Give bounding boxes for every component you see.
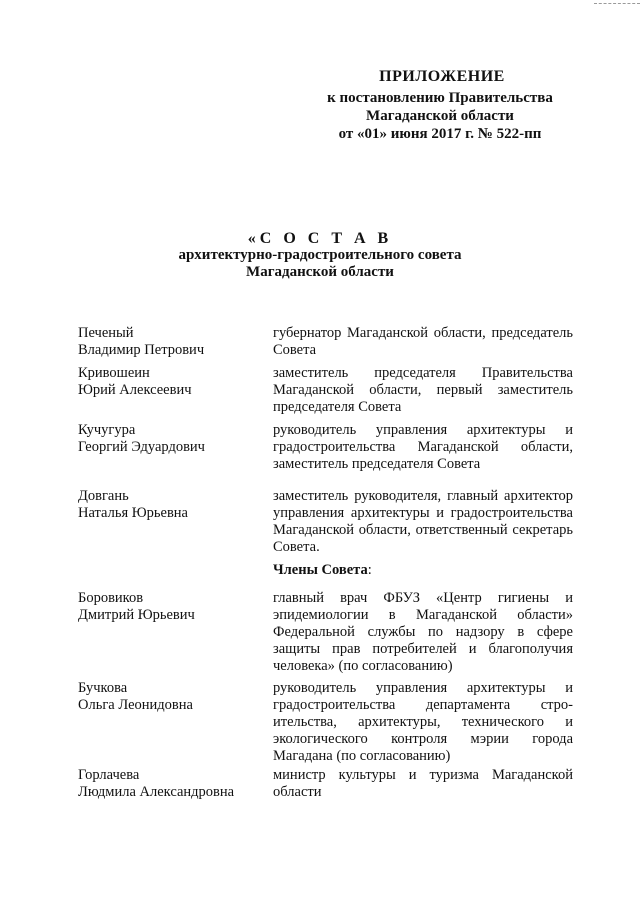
member-role: руководитель управления архитектуры и градостроительства Магаданской области, заместитель председателя Совета [273, 422, 573, 472]
member-name [78, 590, 263, 624]
members-heading [273, 562, 372, 579]
member-surname: Кривошеин [78, 365, 150, 381]
member-name [78, 767, 263, 801]
scan-edge-mark [594, 3, 640, 4]
appendix-heading: ПРИЛОЖЕНИЕ [379, 68, 505, 85]
member-surname: Горлачева [78, 767, 140, 783]
member-given-name: Георгий Эдуардович [78, 439, 205, 455]
document-title [140, 230, 500, 281]
title-line-2: Магаданской области [246, 264, 394, 280]
member-name [78, 365, 263, 399]
title-line-1: архитектурно-градостроительного совета [178, 247, 462, 263]
appendix-line-1: к постановлению Правительства [327, 90, 553, 106]
member-given-name: Юрий Алексеевич [78, 382, 192, 398]
member-surname: Бучкова [78, 680, 128, 696]
member-given-name: Владимир Петрович [78, 342, 205, 358]
member-surname: Довгань [78, 488, 129, 504]
members-heading-text: Члены Совета [273, 562, 368, 578]
appendix-block [300, 68, 580, 143]
appendix-line-3: от «01» июня 2017 г. № 522-пп [338, 126, 542, 142]
member-given-name: Людмила Александровна [78, 784, 235, 800]
member-role: губернатор Магаданской области, председатель Совета [273, 325, 573, 358]
member-given-name: Ольга Леонидовна [78, 697, 193, 713]
title-heading: «С О С Т А В [247, 230, 393, 247]
member-role: заместитель председателя Правительства Магаданской области, первый заместитель председателя Совета [273, 365, 573, 415]
member-given-name: Дмитрий Юрьевич [78, 607, 195, 623]
member-name [78, 422, 263, 456]
member-name [78, 488, 263, 522]
member-name [78, 680, 263, 714]
member-surname: Печеный [78, 325, 134, 341]
member-given-name: Наталья Юрьевна [78, 505, 188, 521]
members-heading-colon: : [367, 562, 372, 578]
member-role: министр культуры и туризма Магаданской области [273, 767, 573, 800]
member-surname: Кучугура [78, 422, 136, 438]
member-role: главный врач ФБУЗ «Центр гигиены и эпидемиологии в Магаданской области» Федеральной службы по надзору в сфере защиты прав потребителей и благополучия человека» (по согласованию) [273, 590, 573, 674]
member-surname: Боровиков [78, 590, 144, 606]
member-name [78, 325, 263, 359]
member-role: руководитель управления архитектуры и градостроительства департамента строительства, архитектуры, технического и экологического контроля мэрии города Магадана (по согласованию) [273, 680, 573, 764]
member-role: заместитель руководителя, главный архитектор управления архитектуры и градостроительства Магаданской области, ответственный секретарь Совета. [273, 488, 573, 555]
appendix-line-2: Магаданской области [366, 108, 514, 124]
